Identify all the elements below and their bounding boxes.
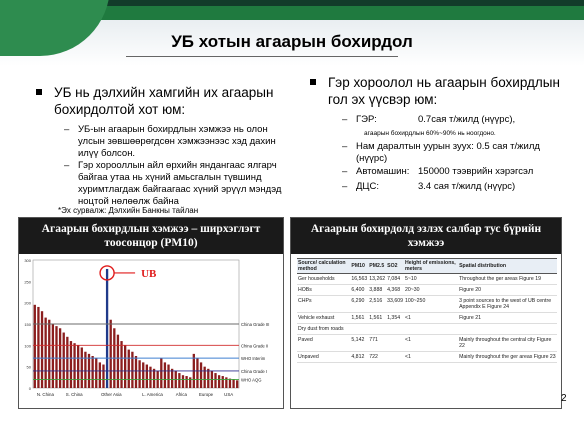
chart-bar <box>164 362 166 388</box>
table-cell: 7,084 <box>386 274 404 285</box>
chart-bar <box>149 367 151 388</box>
chart-bar <box>81 347 83 388</box>
y-tick-label: 0 <box>28 386 31 391</box>
chart-bar <box>171 369 173 388</box>
y-tick-label: 100 <box>24 343 31 349</box>
y-tick-label: 150 <box>24 322 31 327</box>
reference-line-label: China Grade I <box>241 368 268 374</box>
table-cell: 5,142 <box>350 335 368 352</box>
table-column-header: Source/ calculation method <box>297 259 350 274</box>
chart-bar <box>110 320 112 388</box>
y-tick-label: 300 <box>24 258 31 263</box>
table-cell: 722 <box>368 352 386 363</box>
table-cell: Vehicle exhaust <box>297 313 350 324</box>
table-cell: Throughout the ger areas Figure 19 <box>458 274 557 285</box>
chart-bar <box>214 373 216 388</box>
region-label: N. China <box>36 392 54 397</box>
table-panel-header: Агаарын бохирдолд эзлэх салбар тус бүрийн хэмжээ <box>291 218 561 254</box>
table-row <box>297 335 557 352</box>
chart-bar <box>106 269 108 388</box>
left-sub-1-text: УБ-ын агаарын бохирдлын хэмжээ нь олон улсын зөвшөөрөгдсөн хэмжээнээс хэд дахин илүү болсон. <box>78 124 276 159</box>
right-row-1-label: ГЭР: <box>356 114 377 125</box>
chart-bar <box>124 345 126 388</box>
dash-icon: – <box>64 124 70 135</box>
table-cell <box>386 324 404 335</box>
chart-bar <box>73 343 75 388</box>
chart-bar <box>55 326 57 388</box>
source-table-panel <box>290 217 562 409</box>
emission-source-table <box>297 258 557 363</box>
table-cell <box>404 324 458 335</box>
table-row <box>297 313 557 324</box>
slide-title: УБ хотын агаарын бохирдол <box>171 32 413 51</box>
dash-icon: – <box>342 166 348 177</box>
chart-bar <box>146 365 148 388</box>
chart-bar <box>222 376 224 388</box>
bullet-square-icon <box>36 89 42 95</box>
right-row-3-value: 0.5 сая т/жилд (нүүрс) <box>356 141 540 164</box>
table-row <box>297 296 557 313</box>
table-row <box>297 352 557 363</box>
chart-bar <box>131 352 133 388</box>
chart-bar <box>66 337 68 388</box>
table-column-header: PM10 <box>350 259 368 274</box>
region-label: L. America <box>142 392 163 397</box>
source-note: *Эх сурвалж: Дэлхийн Банкны тайлан <box>58 206 199 215</box>
left-bullet-text: УБ нь дэлхийн хамгийн их агаарын бохирдолтой хот юм: <box>54 85 274 117</box>
table-cell: 4,368 <box>386 285 404 296</box>
chart-bar <box>41 311 43 388</box>
reference-line-label: China Grade III <box>241 322 270 327</box>
chart-bar <box>135 356 137 388</box>
table-body <box>297 274 557 363</box>
table-cell: 100~250 <box>404 296 458 313</box>
table-cell <box>368 324 386 335</box>
chart-bar <box>77 345 79 388</box>
table-cell <box>386 352 404 363</box>
table-cell: 20~30 <box>404 285 458 296</box>
chart-bar <box>44 318 46 388</box>
table-cell: Figure 20 <box>458 285 557 296</box>
table-cell: Mainly throughout the central city Figure 22 <box>458 335 557 352</box>
chart-bar <box>95 358 97 388</box>
table-row <box>297 285 557 296</box>
region-label: Africa <box>175 392 187 397</box>
chart-bar <box>70 341 72 388</box>
ub-label: UB <box>141 267 157 280</box>
right-row-5-label: ДЦС: <box>356 181 379 192</box>
table-cell: 13,262 <box>368 274 386 285</box>
table-cell: Paved <box>297 335 350 352</box>
table-cell: 1,561 <box>350 313 368 324</box>
chart-bar <box>167 365 169 388</box>
table-cell: 5~10 <box>404 274 458 285</box>
chart-bar <box>37 307 39 388</box>
y-tick-label: 50 <box>26 364 31 370</box>
table-cell: Figure 21 <box>458 313 557 324</box>
chart-bar <box>84 352 86 388</box>
chart-bar <box>48 320 50 388</box>
chart-bar <box>117 335 119 388</box>
bullet-square-icon <box>310 79 316 85</box>
chart-bar <box>160 358 162 388</box>
y-tick-label: 200 <box>24 300 31 306</box>
table-cell: 3 point sources to the west of UB centre Appendix E Figure 24 <box>458 296 557 313</box>
chart-bar <box>229 379 231 388</box>
reference-line-label: China Grade II <box>241 343 269 349</box>
chart-panel-header: Агаарын бохирдлын хэмжээ – ширхэглэгт тоосонцор (PM10) <box>19 218 283 254</box>
region-label: USA <box>224 392 234 397</box>
region-label: Other Asia <box>101 392 122 397</box>
chart-bar <box>52 324 54 388</box>
title-underline <box>126 56 398 57</box>
dash-icon: – <box>342 181 348 192</box>
dash-icon: – <box>342 114 348 125</box>
table-cell: <1 <box>404 352 458 363</box>
chart-bar <box>225 377 227 388</box>
dash-icon: – <box>64 160 70 171</box>
table-cell: CHPs <box>297 296 350 313</box>
right-row-4 <box>342 166 570 178</box>
table-cell: 1,354 <box>386 313 404 324</box>
table-cell: 771 <box>368 335 386 352</box>
right-bullet-text: Гэр хороолол нь агаарын бохирдлын гол эх үүсвэр юм: <box>328 75 560 107</box>
table-cell: 33,609 <box>386 296 404 313</box>
right-row-4-label: Автомашин: <box>356 166 410 177</box>
region-label: S. China <box>65 392 83 397</box>
pm10-chart <box>19 254 281 406</box>
table-row <box>297 324 557 335</box>
reference-line-label: WHO AQG <box>241 377 262 383</box>
chart-bar <box>102 365 104 388</box>
table-cell: <1 <box>404 335 458 352</box>
table-column-header: PM2.5 <box>368 259 386 274</box>
right-row-4-value: 150000 тээврийн хэрэгсэл <box>418 166 534 177</box>
left-bullet <box>54 84 294 118</box>
chart-bar <box>182 375 184 388</box>
right-row-2-note: агаарын бохирдлын 60%~90% нь ноогдоно. <box>364 130 496 137</box>
page-number: 2 <box>561 393 567 404</box>
table-cell: 3,888 <box>368 285 386 296</box>
chart-bar <box>207 369 209 388</box>
right-row-5-value: 3.4 сая т/жилд (нүүрс) <box>418 181 516 192</box>
table-row <box>297 274 557 285</box>
right-row-3 <box>342 141 570 165</box>
right-row-1 <box>342 114 570 126</box>
right-row-1-value: 0.7сая т/жилд (нүүрс), <box>418 114 516 125</box>
chart-bar <box>232 379 234 388</box>
left-sub-2 <box>64 160 296 208</box>
table-cell: 1,561 <box>368 313 386 324</box>
pm10-chart-panel <box>18 217 284 409</box>
chart-bar <box>99 362 101 388</box>
table-cell: <1 <box>404 313 458 324</box>
table-cell: 16,563 <box>350 274 368 285</box>
reference-line-label: WHO Interim <box>241 356 266 362</box>
y-tick-label: 250 <box>24 279 31 285</box>
table-column-header: SO2 <box>386 259 404 274</box>
chart-bar <box>34 305 36 388</box>
table-column-header: Spatial distribution <box>458 259 557 274</box>
chart-bar <box>204 367 206 388</box>
table-cell <box>458 324 557 335</box>
chart-bar <box>185 376 187 388</box>
left-sub-2-text: Гэр хорооллын айл өрхийн яндангаас ялгарч байгаа утаа нь хүний амьсгалын түвшинд хуримтлагдаж байгаагаас хүний эрүүл мэндэд ноцтой нөлөөлж байна <box>78 160 282 207</box>
right-row-5 <box>342 181 570 193</box>
chart-bar <box>128 350 130 388</box>
chart-bar <box>91 356 93 388</box>
chart-bar <box>200 362 202 388</box>
chart-bar <box>218 375 220 388</box>
table-header-row <box>297 259 557 274</box>
chart-bar <box>178 373 180 388</box>
table-cell: Dry dust from roads <box>297 324 350 335</box>
chart-bar <box>236 380 238 388</box>
table-column-header: Height of emissions, meters <box>404 259 458 274</box>
chart-bar <box>189 377 191 388</box>
table-cell: Unpaved <box>297 352 350 363</box>
chart-bar <box>120 341 122 388</box>
right-row-3-label: Нам даралтын уурын зуух: <box>356 141 474 152</box>
chart-bar <box>153 369 155 388</box>
table-cell: 6,400 <box>350 285 368 296</box>
chart-bar <box>138 360 140 388</box>
table-cell: Ger households <box>297 274 350 285</box>
table-cell: HOBs <box>297 285 350 296</box>
dash-icon: – <box>342 141 348 152</box>
table-cell <box>386 335 404 352</box>
chart-bar <box>196 358 198 388</box>
table-cell: 4,812 <box>350 352 368 363</box>
table-cell: 6,290 <box>350 296 368 313</box>
region-label: Europe <box>198 392 214 397</box>
table-cell: Mainly throughout the ger areas Figure 23 <box>458 352 557 363</box>
chart-bar <box>142 362 144 388</box>
table-cell: 2,516 <box>368 296 386 313</box>
right-bullet <box>328 74 574 108</box>
left-sub-1 <box>64 124 296 160</box>
table-cell <box>350 324 368 335</box>
